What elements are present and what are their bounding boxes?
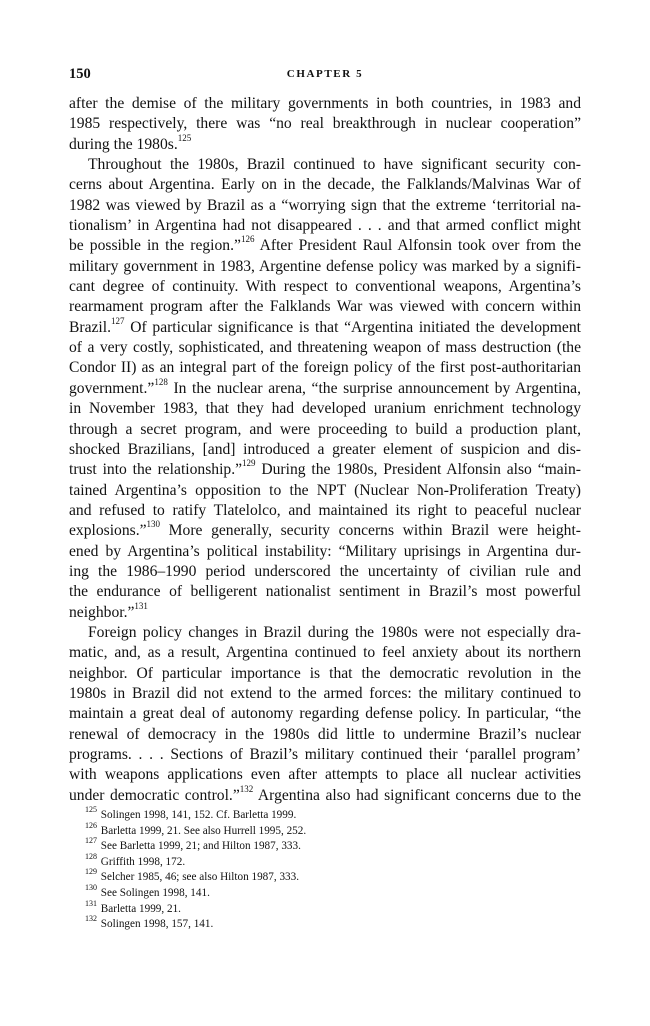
text-run: military government in 1983, Argentine defense policy was marked by a signifi- (69, 257, 581, 275)
body-line (69, 684, 581, 704)
footnote (85, 851, 581, 871)
footnote-number: 127 (85, 836, 97, 846)
body-line (69, 399, 581, 419)
body-line (69, 600, 581, 623)
text-run: 1982 was viewed by Brazil as a “worrying sign that the extreme ‘territorial na- (69, 196, 581, 214)
footnote-ref[interactable]: 129 (242, 458, 256, 469)
footnote-text: See Solingen 1998, 141. (98, 886, 210, 899)
text-run: cant degree of continuity. With respect to conventional weapons, Argentina’s (69, 278, 581, 296)
text-run: and refused to ratify Tlatelolco, and maintained its right to peaceful nuclear (69, 501, 581, 519)
footnote-number: 125 (85, 805, 97, 814)
body-line (69, 460, 581, 480)
footnote-text: Solingen 1998, 157, 141. (98, 918, 214, 931)
text-run: Of particular significance is that “Argentina initiated the development (124, 318, 581, 336)
text-run: More generally, security concerns within Brazil were height- (160, 522, 581, 540)
body-line (69, 420, 581, 440)
text-run: shocked Brazilians, [and] introduced a greater element of suspicion and dis- (69, 440, 581, 458)
text-run: 1980s in Brazil did not extend to the armed forces: the military continued to (69, 684, 581, 702)
page-number: 150 (69, 66, 91, 82)
footnote-text: Selcher 1985, 46; see also Hilton 1987, 333. (98, 871, 300, 884)
body-line (69, 501, 581, 521)
text-run: through a secret program, and were proceeding to build a production plant, (69, 420, 581, 438)
text-run: matic, and, as a result, Argentina continued to feel anxiety about its northern (69, 644, 581, 662)
text-run: renewal of democracy in the 1980s did little to undermine Brazil’s nuclear (69, 725, 581, 743)
body-line (69, 196, 581, 216)
footnote (85, 820, 581, 840)
text-run: ened by Argentina’s political instability: “Military uprisings in Argentina dur- (69, 542, 581, 560)
text-run: during the 1980s. (69, 135, 178, 153)
text-run: In the nuclear arena, “the surprise announcement by Argentina, (167, 379, 581, 397)
body-line (69, 481, 581, 501)
body-line (69, 704, 581, 724)
footnote-text: Barletta 1999, 21. See also Hurrell 1995, 252. (98, 824, 307, 837)
body-line (69, 297, 581, 317)
body-line (69, 562, 581, 582)
text-run: cerns about Argentina. Early on in the decade, the Falklands/Malvinas War of (69, 176, 581, 194)
text-run: maintain a great deal of autonomy regarding defense policy. In particular, “the (69, 705, 581, 723)
body-line (69, 582, 581, 602)
footnote-number: 126 (85, 820, 97, 830)
text-run: After President Raul Alfonsin took over from the (254, 237, 581, 255)
footnotes (85, 805, 581, 933)
body-line (69, 315, 581, 338)
footnote-number: 131 (85, 898, 97, 908)
body-line (69, 94, 581, 114)
text-run: neighbor.” (69, 603, 135, 621)
footnote-ref[interactable]: 127 (111, 315, 125, 326)
text-run: of a very costly, sophisticated, and threatening weapon of mass destruction (the (69, 339, 581, 357)
body-line (69, 216, 581, 236)
footnote (85, 805, 581, 824)
body-line (69, 440, 581, 460)
text-run: government.” (69, 379, 155, 397)
body-line (69, 765, 581, 785)
text-run: in November 1983, that they had developed uranium enrichment technology (69, 400, 581, 418)
text-run: neighbor. Of particular importance is that the democratic revolution in the (69, 664, 581, 682)
body-line (69, 277, 581, 297)
body-line (69, 132, 581, 155)
footnote-text: Griffith 1998, 172. (98, 855, 186, 868)
body-line (69, 358, 581, 378)
footnote (85, 867, 581, 886)
footnote-number: 132 (85, 914, 97, 924)
text-run: rearmament program after the Falklands War was viewed with concern within (69, 298, 581, 316)
footnote-text: Barletta 1999, 21. (98, 902, 181, 915)
text-run: 1985 respectively, there was “no real breakthrough in nuclear cooperation” (69, 115, 581, 133)
body-line (69, 542, 581, 562)
body-line (69, 745, 581, 765)
footnote-ref[interactable]: 132 (239, 783, 254, 794)
footnote (85, 914, 581, 933)
text-run: Throughout the 1980s, Brazil continued to have significant security con- (88, 156, 581, 174)
body-line (69, 175, 581, 195)
body-line (69, 623, 581, 643)
body-line (69, 643, 581, 663)
text-run: the endurance of belligerent nationalist sentiment in Brazil’s most powerful (69, 583, 581, 601)
text-run: Condor II) as an integral part of the foreign policy of the first post-authoritarian (69, 359, 581, 377)
text-run: programs. . . . Sections of Brazil’s military continued their ‘parallel program’ (69, 746, 581, 763)
footnote-ref[interactable]: 131 (134, 600, 148, 611)
text-run: with weapons applications even after attempts to place all nuclear activities (69, 766, 581, 784)
footnote (85, 882, 581, 902)
footnote-text: See Barletta 1999, 21; and Hilton 1987, 333. (98, 840, 301, 853)
body-line (69, 236, 581, 256)
footnote-text: Solingen 1998, 141, 152. Cf. Barletta 1999. (98, 809, 297, 821)
body-line (69, 521, 581, 541)
body-line (69, 114, 581, 134)
text-run: under democratic control.” (69, 786, 240, 804)
footnote (85, 836, 581, 855)
text-run: ing the 1986–1990 period underscored the uncertainty of civilian rule and (69, 562, 581, 580)
footnote (85, 898, 581, 918)
text-run: Foreign policy changes in Brazil during the 1980s were not especially dra- (88, 623, 581, 641)
body-line (69, 376, 581, 399)
body-line (69, 338, 581, 358)
footnote-ref[interactable]: 128 (154, 376, 168, 387)
body-line (69, 783, 582, 806)
text-run: after the demise of the military governments in both countries, in 1983 and (69, 95, 581, 112)
text-run: Brazil. (69, 318, 111, 336)
text-run: trust into the relationship.” (69, 461, 243, 479)
footnote-number: 130 (85, 882, 97, 892)
text-run: tained Argentina’s opposition to the NPT (Nuclear Non-Proliferation Treaty) (69, 481, 581, 499)
text-run: tionalism’ in Argentina had not disappeared . . . and that armed conflict might (69, 217, 581, 235)
text-run: explosions.” (69, 522, 147, 540)
running-head: CHAPTER 5 (286, 68, 364, 80)
footnote-number: 128 (85, 851, 97, 861)
body-line (69, 664, 581, 684)
footnote-ref[interactable]: 125 (177, 132, 192, 143)
text-run: During the 1980s, President Alfonsin also “main- (255, 461, 581, 479)
footnote-ref[interactable]: 126 (240, 234, 255, 245)
body-line (69, 725, 581, 745)
body-line (69, 155, 581, 175)
page-header (69, 66, 581, 86)
footnote-ref[interactable]: 130 (146, 519, 161, 530)
footnote-number: 129 (85, 867, 97, 877)
body-line (69, 257, 581, 277)
text-run: be possible in the region.” (69, 237, 241, 255)
body-text (69, 94, 581, 806)
text-run: Argentina also had significant concerns due to the (253, 786, 582, 804)
